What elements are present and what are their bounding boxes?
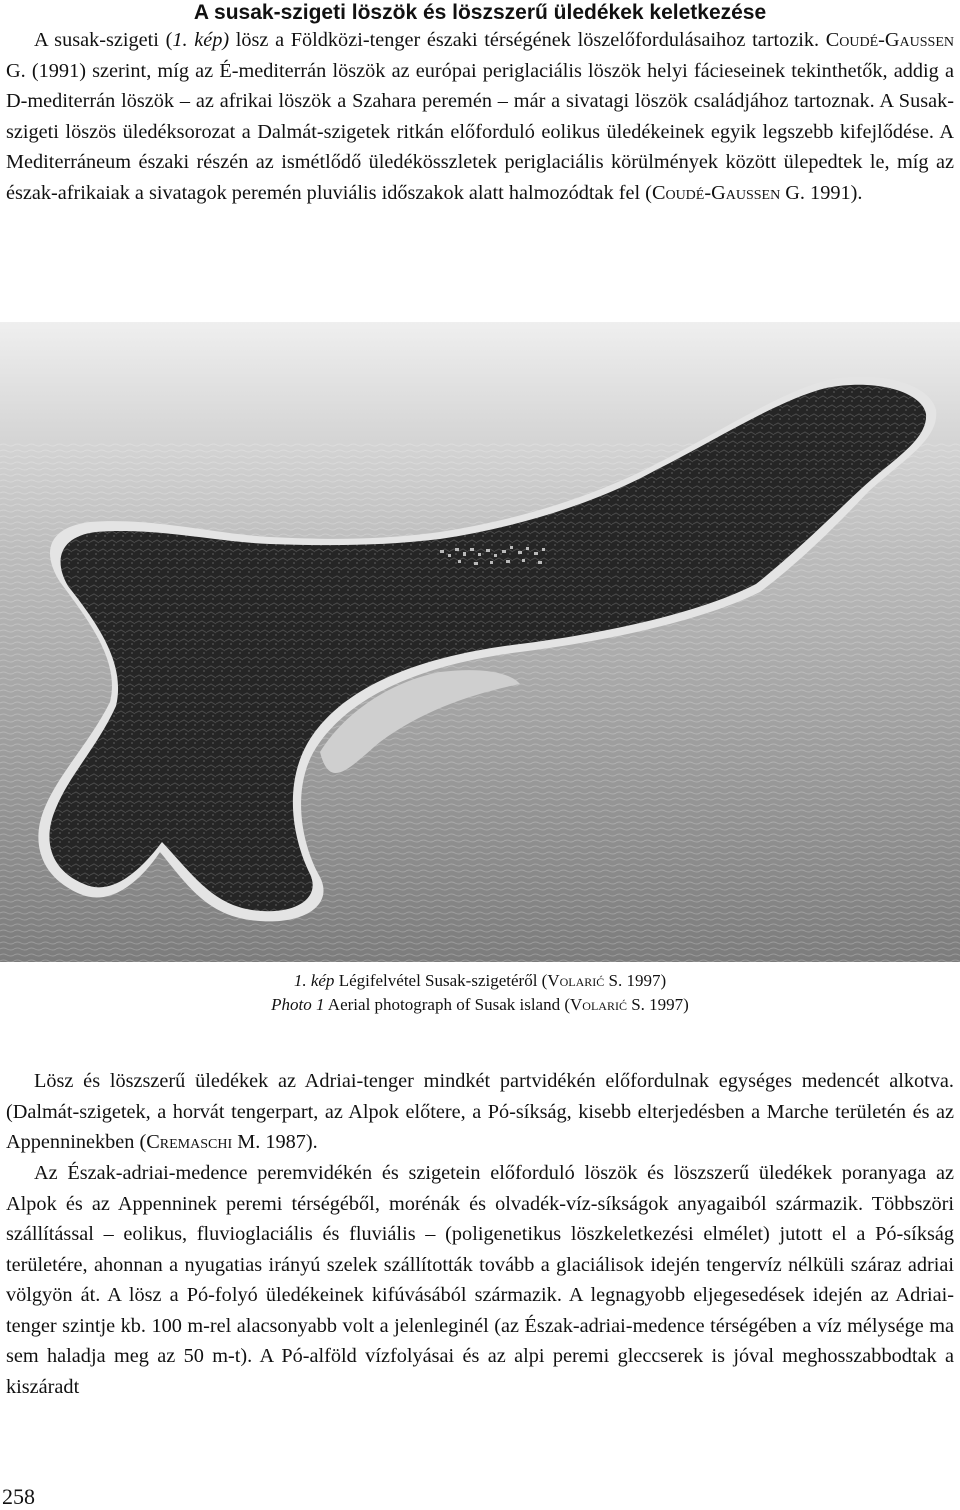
author-citation: Cremaschi xyxy=(146,1131,233,1153)
photo-caption-hu: 1. kép Légifelvétel Susak-szigetéről (Volarić S. 1997) xyxy=(293,971,667,990)
paragraph-origin: Az Észak-adriai-medence peremvidékén és szigetein előforduló löszök és löszszerű üledékek poranyaga az Alpok és az Appenninek peremi térségéből, morénák és olvadék-víz-síkságok anyagaiból származik. Többszöri szállítással – eolikus, fluvioglaciális és fluviális – (poligenetikus löszkeletkezési elmélet) jutott el a Pó-síkság területére, ahonnan a nyugatias irányú szelek szállították tovább a glaciálisok idején tengervíz nélküli száraz adriai völgyön át. A lösz a Pó-folyó üledékeinek kifúvásából származik. A legnagyobb eljegesedések idején az Adriai-tenger szintje kb. 100 m-rel alacsonyabb volt a jelenleginél (az Észak-adriai-medence térségében a víz mélysége ma sem haladja meg az 50 m-t). A Pó-alföld vízfolyásai és az alpi peremi gleccserek is jóval meghosszabbodtak a kiszáradt xyxy=(6,1162,954,1398)
photo-caption-en: Photo 1 Aerial photograph of Susak island (Volarić S. 1997) xyxy=(271,995,689,1014)
aerial-photo-susak-island xyxy=(0,322,960,962)
paragraph-intro: A susak-szigeti (1. kép) lösz a Földközi-tenger északi térségének löszelőfordulásaihoz tartozik. Coudé-Gaussen G. (1991) szerint, míg az É-mediterrán löszök az európai periglaciális löszök helyi fácieseinek tekinthetők, addig a D-mediterrán löszök – az afrikai löszök a Szahara peremén – már a sivatagi löszök családjához tartoznak. A Susak-szigeti löszös üledéksorozat a Dalmát-szigetek ritkán előforduló eolikus üledékeinek egyik legszebb kifejlődése. A Mediterráneum északi részén az ismétlődő üledékösszletek periglaciális körülmények között ülepedtek le, míg az észak-afrikaiak a sivatagok peremén pluviális időszakok alatt halmozódtak fel (Coudé-Gaussen G. 1991). xyxy=(6,29,954,204)
author-citation: Coudé-Gaussen xyxy=(825,29,954,51)
paragraph-adriatic: Lösz és löszszerű üledékek az Adriai-tenger mindkét partvidékén előfordulnak egységes medencét alkotva. (Dalmát-szigetek, a horvát tengerpart, az Alpok előtere, a Pó-síkság, kisebb elterjedésben a Marche területén és az Appenninekben (Cremaschi M. 1987). xyxy=(6,1070,954,1153)
page-title: A susak-szigeti löszök és löszszerű üledékek keletkezése xyxy=(193,1,767,24)
author-citation: Coudé-Gaussen xyxy=(651,181,781,204)
page-number: 258 xyxy=(2,1484,35,1509)
